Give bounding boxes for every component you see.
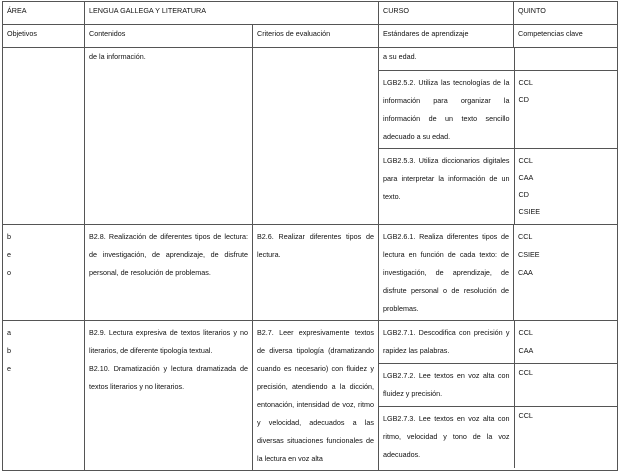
column-header-row — [3, 25, 618, 48]
objetivos-cell — [3, 48, 85, 225]
competencia-badge: CCL — [518, 77, 533, 87]
objetivos-cell — [3, 225, 85, 321]
objetivo-code: e — [7, 250, 11, 259]
estandar-text: LGB2.7.1. Descodifica con precisión y rapidez las palabras. — [379, 321, 514, 363]
competencia-badge: CAA — [518, 172, 534, 182]
competencias-cell — [514, 70, 618, 148]
competencias-cell — [514, 148, 618, 224]
contenidos-cell — [85, 321, 253, 471]
estandar-text: LGB2.7.2. Lee textos en voz alta con fluidez y precisión. — [379, 363, 514, 406]
criterio-text: B2.7. Leer expresivamente textos de diversa tipología (dramatizando cuando es necesario) con fluidez y precisión, atendiendo a la dicción, entonación, intensidad de voz, ritmo y velocidad, adecuados a las diversas situaciones funcionales de la lectura en voz alta — [253, 321, 379, 471]
objetivo-code: e — [7, 364, 11, 373]
area-label: ÁREA — [3, 2, 85, 25]
competencia-badge: CCL — [518, 367, 533, 377]
table-row — [3, 225, 618, 321]
contenido-text: B2.8. Realización de diferentes tipos de lectura: de investigación, de aprendizaje, de disfrute personal, de resolución de problemas. — [85, 225, 253, 321]
curso-value: QUINTO — [514, 2, 618, 25]
competencia-badge: CAA — [518, 346, 534, 355]
competencia-badge: CSIEE — [518, 250, 540, 259]
col-contenidos: Contenidos — [85, 25, 253, 48]
objetivo-code: b — [7, 346, 11, 355]
competencia-badge: CSIEE — [518, 206, 541, 216]
estandar-row — [379, 48, 618, 70]
competencias-cell — [514, 406, 618, 468]
competencia-badge: CCL — [518, 155, 533, 165]
competencias-cell — [514, 225, 618, 321]
competencia-badge: CCL — [518, 232, 533, 241]
col-objetivos: Objetivos — [3, 25, 85, 48]
area-value: LENGUA GALLEGA Y LITERATURA — [85, 2, 379, 25]
estandar-text: a su edad. — [379, 48, 514, 70]
estandares-group — [379, 48, 618, 225]
estandar-text: LGB2.6.1. Realiza diferentes tipos de lectura en función de cada texto: de investigación, de aprendizaje, de disfrute personal o de resolución de problemas. — [379, 225, 514, 321]
competencias-cell — [514, 48, 618, 70]
curriculum-table — [2, 1, 618, 471]
contenido-text: B2.10. Dramatización y lectura dramatizada de textos literarios y no literarios. — [89, 364, 248, 391]
col-competencias: Competencias clave — [514, 25, 618, 48]
estandar-text: LGB2.5.3. Utiliza diccionarios digitales para interpretar la información de un texto. — [379, 148, 514, 224]
contenido-text: de la información. — [89, 52, 146, 61]
objetivo-code: b — [7, 232, 11, 241]
objetivos-cell — [3, 321, 85, 471]
contenidos-cell — [85, 48, 253, 225]
objetivo-code: a — [7, 328, 11, 337]
competencia-badge: CCL — [518, 328, 533, 337]
curso-label: CURSO — [379, 2, 514, 25]
objetivo-code: o — [7, 268, 11, 277]
col-estandares: Estándares de aprendizaje — [379, 25, 514, 48]
estandar-row — [379, 321, 618, 363]
area-header-row — [3, 2, 618, 25]
criterios-cell — [253, 48, 379, 225]
col-criterios: Criterios de evaluación — [253, 25, 379, 48]
contenido-text: B2.9. Lectura expresiva de textos literarios y no literarios, de diferente tipología textual. — [89, 328, 248, 355]
estandar-row — [379, 406, 618, 468]
table-row — [3, 48, 618, 225]
estandar-text: LGB2.5.2. Utiliza las tecnologías de la información para organizar la información de un texto sencillo adecuado a su edad. — [379, 70, 514, 148]
estandar-row — [379, 363, 618, 406]
criterio-text: B2.6. Realizar diferentes tipos de lectura. — [253, 225, 379, 321]
competencias-cell — [514, 363, 618, 406]
competencia-badge: CD — [518, 94, 529, 104]
table-row — [3, 321, 618, 471]
competencia-badge: CCL — [518, 410, 533, 420]
competencia-badge: CD — [518, 189, 529, 199]
estandar-text: LGB2.7.3. Lee textos en voz alta con ritmo, velocidad y tono de la voz adecuados. — [379, 406, 514, 468]
estandares-subtable — [379, 48, 618, 224]
estandares-subtable — [379, 321, 618, 468]
estandares-group — [379, 321, 618, 471]
competencias-cell — [514, 321, 618, 363]
estandar-row — [379, 70, 618, 148]
competencia-badge: CAA — [518, 268, 533, 277]
estandar-row — [379, 148, 618, 224]
